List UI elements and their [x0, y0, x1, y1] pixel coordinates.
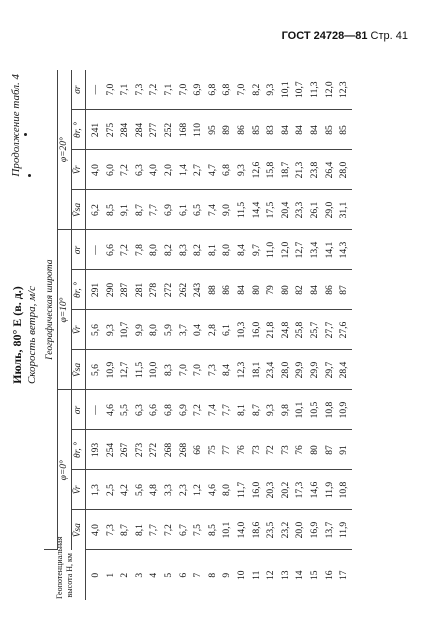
value-cell: 6,1 — [177, 190, 192, 230]
table-row — [220, 70, 235, 600]
value-cell: 284 — [133, 110, 148, 150]
table-row — [235, 70, 250, 600]
latitude-group-header: Географическая широта — [44, 70, 58, 550]
table-row — [191, 70, 206, 600]
value-cell: 12,7 — [118, 350, 133, 390]
height-cell: 13 — [280, 570, 291, 580]
table-row — [104, 70, 119, 600]
value-cell: 6,8 — [220, 150, 235, 190]
value-cell: 7,1 — [118, 70, 133, 110]
value-cell: 272 — [162, 270, 177, 310]
value-cell: 5,9 — [162, 310, 177, 350]
value-cell: 25,8 — [293, 310, 308, 350]
value-cell: 1,4 — [177, 150, 192, 190]
page-header — [282, 30, 408, 42]
value-cell: 10,5 — [308, 390, 323, 430]
value-cell: 12,3 — [235, 350, 250, 390]
value-cell: 16,9 — [308, 510, 323, 550]
value-cell: 66 — [191, 430, 206, 470]
value-cell: 8,1 — [235, 390, 250, 430]
value-cell: 14,3 — [337, 230, 352, 270]
value-cell: 8,2 — [250, 70, 265, 110]
table-subtitle: Скорость ветра, м/с — [26, 285, 38, 385]
value-cell: 6,5 — [191, 190, 206, 230]
value-cell: 6,9 — [162, 190, 177, 230]
value-cell: 4,6 — [104, 390, 119, 430]
value-cell: 3,7 — [177, 310, 192, 350]
value-cell: 7,2 — [118, 150, 133, 190]
value-cell: 0,4 — [191, 310, 206, 350]
value-cell: 14,0 — [235, 510, 250, 550]
value-cell: 4,8 — [147, 470, 162, 510]
value-cell: 29,7 — [323, 350, 338, 390]
height-cell: 15 — [309, 570, 320, 580]
value-cell: 88 — [206, 270, 221, 310]
value-cell: 10,1 — [293, 390, 308, 430]
value-cell: 1,3 — [86, 470, 104, 510]
value-cell: 8,1 — [133, 510, 148, 550]
standard-number: ГОСТ 24728—81 — [281, 30, 368, 42]
value-cell: 27,6 — [337, 310, 352, 350]
value-cell: 23,3 — [293, 190, 308, 230]
value-cell: 9,7 — [250, 230, 265, 270]
value-cell: 76 — [293, 430, 308, 470]
height-cell: 11 — [251, 570, 262, 580]
value-cell: 4,6 — [206, 470, 221, 510]
value-cell: 20,3 — [264, 470, 279, 510]
value-cell: 6,2 — [86, 190, 104, 230]
value-cell: 14,4 — [250, 190, 265, 230]
value-cell: 24,8 — [279, 310, 294, 350]
value-cell: 6,6 — [147, 390, 162, 430]
value-cell: 73 — [250, 430, 265, 470]
height-cell: 7 — [193, 572, 204, 578]
value-cell: 16,0 — [250, 470, 265, 510]
value-cell: 8,4 — [235, 230, 250, 270]
table-row — [250, 70, 265, 600]
value-cell: 7,5 — [191, 510, 206, 550]
value-cell: 23,4 — [264, 350, 279, 390]
quantity-header: σr — [72, 390, 86, 430]
table-row — [86, 70, 104, 600]
value-cell: 75 — [206, 430, 221, 470]
value-cell: 4,0 — [86, 150, 104, 190]
value-cell: 254 — [104, 430, 119, 470]
height-cell: 16 — [324, 570, 335, 580]
value-cell: 9,3 — [264, 390, 279, 430]
value-cell: 4,0 — [147, 150, 162, 190]
value-cell: 241 — [86, 110, 104, 150]
value-cell: 8,1 — [206, 230, 221, 270]
value-cell: 5,6 — [86, 350, 104, 390]
height-cell: 0 — [91, 572, 101, 578]
value-cell: 3,3 — [162, 470, 177, 510]
value-cell: 76 — [235, 430, 250, 470]
value-cell: 21,8 — [264, 310, 279, 350]
value-cell: 9,0 — [220, 190, 235, 230]
value-cell: 10,7 — [118, 310, 133, 350]
value-cell: 8,0 — [147, 230, 162, 270]
value-cell: 20,0 — [293, 510, 308, 550]
quantity-header: σr — [72, 70, 86, 110]
value-cell: 26,4 — [323, 150, 338, 190]
value-cell: 7,2 — [147, 70, 162, 110]
table-row — [177, 70, 192, 600]
value-cell: 23,8 — [308, 150, 323, 190]
value-cell: 18,6 — [250, 510, 265, 550]
value-cell: 7,3 — [206, 350, 221, 390]
value-cell: 290 — [104, 270, 119, 310]
value-cell: 275 — [104, 110, 119, 150]
value-cell: 28,4 — [337, 350, 352, 390]
value-cell: 7,7 — [147, 190, 162, 230]
quantity-header: V̄sa — [72, 350, 86, 390]
value-cell: 2,7 — [191, 150, 206, 190]
value-cell: 11,5 — [235, 190, 250, 230]
value-cell: 9,8 — [279, 390, 294, 430]
value-cell: 7,2 — [191, 390, 206, 430]
value-cell: 15,8 — [264, 150, 279, 190]
value-cell: 268 — [177, 430, 192, 470]
value-cell: 7,7 — [147, 510, 162, 550]
value-cell: 11,9 — [337, 510, 352, 550]
value-cell: 273 — [133, 430, 148, 470]
value-cell: 10,0 — [147, 350, 162, 390]
value-cell: — — [86, 70, 104, 110]
value-cell: 8,7 — [118, 510, 133, 550]
value-cell: 6,1 — [220, 310, 235, 350]
value-cell: 85 — [250, 110, 265, 150]
value-cell: 6,8 — [220, 70, 235, 110]
value-cell: 6,8 — [162, 390, 177, 430]
value-cell: 11,7 — [235, 470, 250, 510]
value-cell: 5,5 — [118, 390, 133, 430]
table-row — [118, 70, 133, 600]
value-cell: 23,5 — [264, 510, 279, 550]
value-cell: 85 — [323, 110, 338, 150]
value-cell: 80 — [279, 270, 294, 310]
value-cell: 7,4 — [206, 190, 221, 230]
table-row — [337, 70, 352, 600]
value-cell: 80 — [250, 270, 265, 310]
value-cell: 267 — [118, 430, 133, 470]
value-cell: 6,6 — [104, 230, 119, 270]
value-cell: 7,1 — [162, 70, 177, 110]
page-number: Стр. 41 — [370, 30, 408, 42]
table-row — [147, 70, 162, 600]
table-row — [264, 70, 279, 600]
value-cell: 18,1 — [250, 350, 265, 390]
height-cell: 12 — [266, 570, 277, 580]
value-cell: 79 — [264, 270, 279, 310]
value-cell: 8,0 — [220, 230, 235, 270]
table-row — [323, 70, 338, 600]
value-cell: 12,7 — [293, 230, 308, 270]
value-cell: 73 — [279, 430, 294, 470]
value-cell: 8,5 — [206, 510, 221, 550]
height-cell: 2 — [120, 572, 131, 578]
quantity-header: V̄sa — [72, 510, 86, 550]
value-cell: 12,0 — [323, 70, 338, 110]
value-cell: 20,4 — [279, 190, 294, 230]
value-cell: 12,3 — [337, 70, 352, 110]
value-cell: 10,1 — [220, 510, 235, 550]
value-cell: 80 — [308, 430, 323, 470]
rotated-page-content — [10, 70, 400, 600]
latitude-header: φ=0° — [58, 390, 72, 550]
continuation-label: Продолжение табл. 4 — [10, 74, 22, 177]
value-cell: 277 — [147, 110, 162, 150]
value-cell: 291 — [86, 270, 104, 310]
height-cell: 10 — [236, 570, 247, 580]
quantity-header: V̄r — [72, 310, 86, 350]
value-cell: 8,3 — [162, 350, 177, 390]
height-cell: 4 — [149, 572, 160, 578]
table-row — [162, 70, 177, 600]
value-cell: 91 — [337, 430, 352, 470]
value-cell: 6,3 — [133, 390, 148, 430]
value-cell: 6,9 — [177, 390, 192, 430]
value-cell: 4,7 — [206, 150, 221, 190]
value-cell: 29,9 — [293, 350, 308, 390]
height-cell: 8 — [207, 572, 218, 578]
value-cell: 11,9 — [323, 470, 338, 510]
value-cell: 243 — [191, 270, 206, 310]
value-cell: 10,9 — [104, 350, 119, 390]
value-cell: 84 — [308, 270, 323, 310]
value-cell: 13,4 — [308, 230, 323, 270]
value-cell: 87 — [323, 430, 338, 470]
value-cell: 82 — [293, 270, 308, 310]
value-cell: 262 — [177, 270, 192, 310]
value-cell: 168 — [177, 110, 192, 150]
value-cell: 25,7 — [308, 310, 323, 350]
value-cell: 29,9 — [308, 350, 323, 390]
value-cell: 287 — [118, 270, 133, 310]
value-cell: 89 — [220, 110, 235, 150]
value-cell: 6,8 — [206, 70, 221, 110]
value-cell: 7,0 — [177, 70, 192, 110]
value-cell: 278 — [147, 270, 162, 310]
quantity-header: V̄r — [72, 470, 86, 510]
value-cell: 13,7 — [323, 510, 338, 550]
value-cell: 7,0 — [104, 70, 119, 110]
value-cell: — — [86, 390, 104, 430]
table-row — [293, 70, 308, 600]
value-cell: 7,4 — [206, 390, 221, 430]
value-cell: 17,3 — [293, 470, 308, 510]
value-cell: 95 — [206, 110, 221, 150]
value-cell: 7,3 — [133, 70, 148, 110]
value-cell: 6,9 — [191, 70, 206, 110]
value-cell: 85 — [337, 110, 352, 150]
quantity-header: θr, ° — [72, 430, 86, 470]
value-cell: 72 — [264, 430, 279, 470]
value-cell: 8,7 — [250, 390, 265, 430]
height-cell: 6 — [178, 572, 189, 578]
value-cell: 16,0 — [250, 310, 265, 350]
value-cell: 9,3 — [264, 70, 279, 110]
value-cell: 9,3 — [104, 310, 119, 350]
value-cell: 8,5 — [104, 190, 119, 230]
value-cell: 7,3 — [104, 510, 119, 550]
value-cell: 1,2 — [191, 470, 206, 510]
height-column-header: Геопотенциальная высота H, км — [44, 550, 86, 600]
value-cell: 272 — [147, 430, 162, 470]
value-cell: 10,1 — [279, 70, 294, 110]
height-cell: 3 — [134, 572, 145, 578]
value-cell: 8,4 — [220, 350, 235, 390]
value-cell: 26,1 — [308, 190, 323, 230]
value-cell: 87 — [337, 270, 352, 310]
value-cell: 20,2 — [279, 470, 294, 510]
value-cell: 7,2 — [118, 230, 133, 270]
value-cell: 31,1 — [337, 190, 352, 230]
value-cell: 284 — [118, 110, 133, 150]
value-cell: 10,3 — [235, 310, 250, 350]
wind-speed-table — [44, 70, 352, 600]
height-cell: 1 — [105, 572, 116, 578]
value-cell: 23,2 — [279, 510, 294, 550]
value-cell: 14,1 — [323, 230, 338, 270]
value-cell: 84 — [279, 110, 294, 150]
value-cell: 27,7 — [323, 310, 338, 350]
latitude-header: φ=20° — [58, 70, 72, 230]
value-cell: 10,9 — [337, 390, 352, 430]
value-cell: 9,3 — [235, 150, 250, 190]
latitude-header: φ=10° — [58, 230, 72, 390]
value-cell: 10,7 — [293, 70, 308, 110]
value-cell: 8,0 — [220, 470, 235, 510]
value-cell: 7,8 — [133, 230, 148, 270]
value-cell: 7,0 — [177, 350, 192, 390]
value-cell: 21,3 — [293, 150, 308, 190]
value-cell: 86 — [323, 270, 338, 310]
value-cell: 7,0 — [235, 70, 250, 110]
height-cell: 14 — [295, 570, 306, 580]
value-cell: 8,0 — [147, 310, 162, 350]
value-cell: 8,2 — [162, 230, 177, 270]
value-cell: 83 — [264, 110, 279, 150]
value-cell: 5,6 — [86, 310, 104, 350]
value-cell: 2,5 — [104, 470, 119, 510]
value-cell: 4,0 — [86, 510, 104, 550]
value-cell: 11,0 — [264, 230, 279, 270]
sub-header-row — [72, 70, 86, 600]
value-cell: 252 — [162, 110, 177, 150]
value-cell: 18,7 — [279, 150, 294, 190]
height-cell: 5 — [163, 572, 174, 578]
value-cell: 6,3 — [133, 150, 148, 190]
value-cell: 7,7 — [220, 390, 235, 430]
value-cell: 8,2 — [191, 230, 206, 270]
value-cell: 84 — [293, 110, 308, 150]
value-cell: 17,5 — [264, 190, 279, 230]
value-cell: 11,3 — [308, 70, 323, 110]
value-cell: 2,3 — [177, 470, 192, 510]
quantity-header: V̄r — [72, 150, 86, 190]
table-row — [308, 70, 323, 600]
value-cell: 5,6 — [133, 470, 148, 510]
value-cell: 86 — [235, 110, 250, 150]
value-cell: 8,3 — [177, 230, 192, 270]
value-cell: 77 — [220, 430, 235, 470]
value-cell: 28,0 — [279, 350, 294, 390]
table-row — [133, 70, 148, 600]
value-cell: — — [86, 230, 104, 270]
value-cell: 7,0 — [191, 350, 206, 390]
quantity-header: σr — [72, 230, 86, 270]
table-body — [86, 70, 352, 600]
value-cell: 193 — [86, 430, 104, 470]
value-cell: 14,6 — [308, 470, 323, 510]
value-cell: 281 — [133, 270, 148, 310]
value-cell: 6,7 — [177, 510, 192, 550]
value-cell: 268 — [162, 430, 177, 470]
value-cell: 2,0 — [162, 150, 177, 190]
value-cell: 110 — [191, 110, 206, 150]
height-cell: 17 — [339, 570, 350, 580]
value-cell: 9,9 — [133, 310, 148, 350]
table-row — [279, 70, 294, 600]
value-cell: 11,5 — [133, 350, 148, 390]
value-cell: 8,7 — [133, 190, 148, 230]
height-cell: 9 — [222, 572, 233, 578]
value-cell: 10,8 — [323, 390, 338, 430]
value-cell: 29,0 — [323, 190, 338, 230]
value-cell: 7,2 — [162, 510, 177, 550]
table-row — [206, 70, 221, 600]
value-cell: 12,6 — [250, 150, 265, 190]
value-cell: 4,2 — [118, 470, 133, 510]
value-cell: 84 — [308, 110, 323, 150]
value-cell: 12,0 — [279, 230, 294, 270]
value-cell: 6,0 — [104, 150, 119, 190]
quantity-header: θr, ° — [72, 270, 86, 310]
value-cell: 9,1 — [118, 190, 133, 230]
quantity-header: θr, ° — [72, 110, 86, 150]
value-cell: 2,8 — [206, 310, 221, 350]
value-cell: 28,0 — [337, 150, 352, 190]
value-cell: 84 — [235, 270, 250, 310]
quantity-header: V̄sa — [72, 190, 86, 230]
value-cell: 86 — [220, 270, 235, 310]
value-cell: 10,8 — [337, 470, 352, 510]
table-title: Июль, 80° E (в. д.) — [10, 286, 24, 384]
